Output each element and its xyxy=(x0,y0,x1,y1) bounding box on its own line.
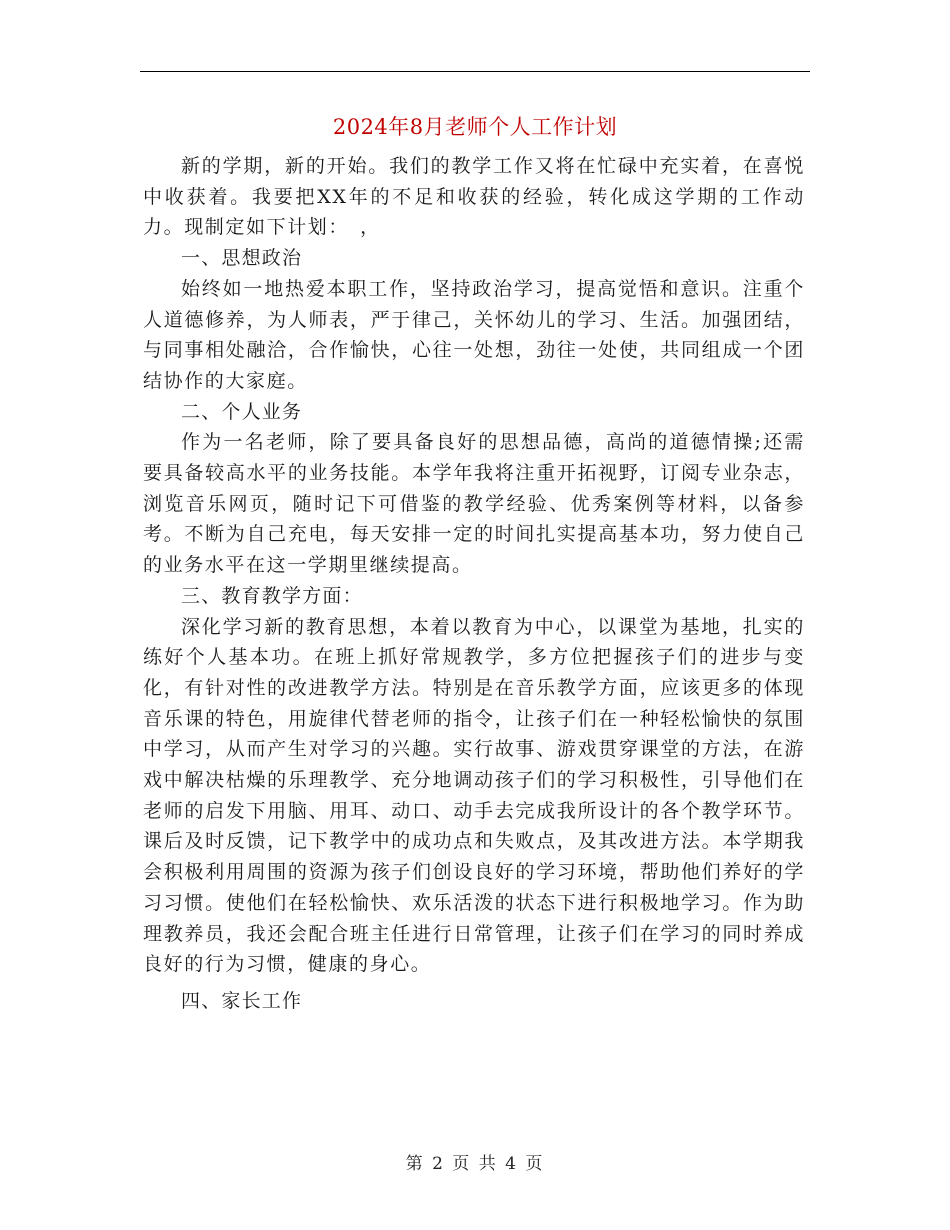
section-heading-teaching: 三、教育教学方面： xyxy=(181,584,363,607)
politics-paragraph: 始终如一地热爱本职工作，坚持政治学习，提高觉悟和意识。注重个人道德修养，为人师表，严于律己，关怀幼儿的学习、生活。加强团结，与同事相处融洽，合作愉快，心往一处想，劲往一处使，共同组成一个团结协作的大家庭。 xyxy=(143,277,805,392)
document-body xyxy=(143,151,805,1017)
document-title: 2024年8月老师个人工作计划 xyxy=(332,115,618,139)
header-rule xyxy=(140,71,810,72)
teaching-paragraph: 深化学习新的教育思想，本着以教育为中心，以课堂为基地，扎实的练好个人基本功。在班上抓好常规教学，多方位把握孩子们的进步与变化，有针对性的改进教学方法。特别是在音乐教学方面，应该更多的体现音乐课的特色，用旋律代替老师的指令，让孩子们在一种轻松愉快的氛围中学习，从而产生对学习的兴趣。实行故事、游戏贯穿课堂的方法，在游戏中解决枯燥的乐理教学、充分地调动孩子们的学习积极性，引导他们在老师的启发下用脑、用耳、动口、动手去完成我所设计的各个教学环节。课后及时反馈，记下教学中的成功点和失败点，及其改进方法。本学期我会积极利用周围的资源为孩子们创设良好的学习环境，帮助他们养好的学习习惯。使他们在轻松愉快、欢乐活泼的状态下进行积极地学习。作为助理教养员，我还会配合班主任进行日常管理，让孩子们在学习的同时养成良好的行为习惯，健康的身心。 xyxy=(143,615,805,976)
section-heading-professional: 二、个人业务 xyxy=(181,400,303,423)
section-heading-parents: 四、家长工作 xyxy=(181,989,303,1012)
professional-paragraph: 作为一名老师，除了要具备良好的思想品德，高尚的道德情操;还需要具备较高水平的业务技能。本学年我将注重开拓视野，订阅专业杂志，浏览音乐网页，随时记下可借鉴的教学经验、优秀案例等材料，以备参考。不断为自己充电，每天安排一定的时间扎实提高基本功，努力使自己的业务水平在这一学期里继续提高。 xyxy=(143,431,805,577)
page-footer: 第 2 页 共 4 页 xyxy=(405,1154,545,1174)
intro-paragraph: 新的学期，新的开始。我们的教学工作又将在忙碌中充实着，在喜悦中收获着。我要把XX年的不足和收获的经验，转化成这学期的工作动力。现制定如下计划： ， xyxy=(143,155,805,239)
section-heading-politics: 一、思想政治 xyxy=(181,247,303,270)
